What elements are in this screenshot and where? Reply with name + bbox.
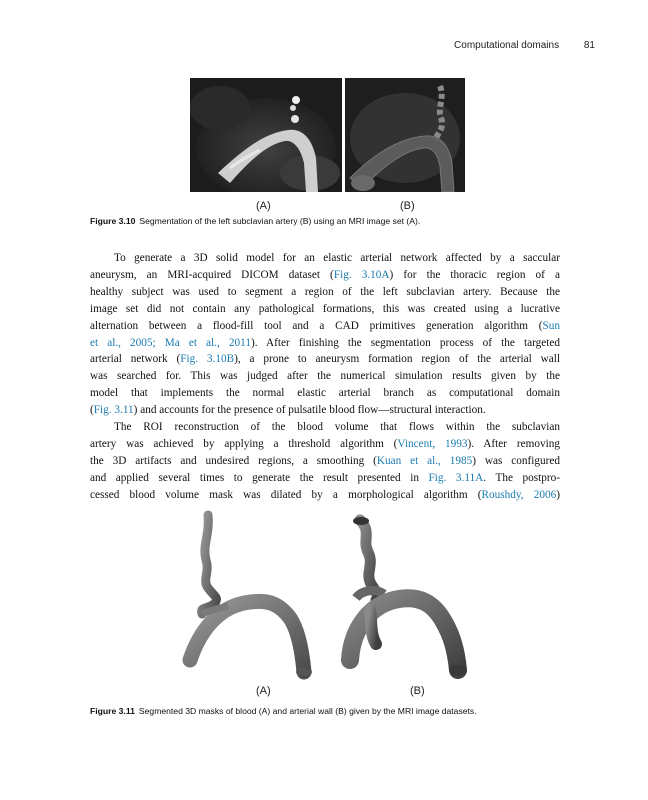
text-line <box>90 453 560 470</box>
text-line: was searched for. This was judged after the numerical simulation results given by the <box>90 370 560 383</box>
link-kuan-1985[interactable]: Kuan et al., 1985 <box>376 454 473 467</box>
text-line <box>90 487 560 504</box>
page-number: 81 <box>583 40 595 51</box>
text-line: The ROI reconstruction of the blood volume that flows within the subclavian <box>114 421 560 434</box>
text-run: arterial network ( <box>90 353 181 366</box>
text-run: the 3D artifacts and undesired regions, a smoothing ( <box>90 454 377 467</box>
text-run: ) was configured <box>472 454 560 467</box>
link-sun-2005[interactable]: Sun <box>542 319 560 332</box>
running-header-section: Computational domains <box>454 40 560 51</box>
link-fig-3-11[interactable]: Fig. 3.11 <box>93 404 134 417</box>
figure-3-10-caption-label: Figure 3.10 <box>90 216 136 226</box>
figure-3-10-caption-text: Segmentation of the left subclavian artery (B) using an MRI image set (A). <box>139 216 421 226</box>
text-line: model that implements the normal elastic arterial branch as computational domain <box>90 387 560 400</box>
text-run: ) for the thoracic region of a <box>389 268 560 281</box>
text-run: and applied several times to generate the result presented in <box>90 471 429 484</box>
text-run: ) and accounts for the presence of pulsatile blood flow—structural interaction. <box>133 404 486 417</box>
text-run: ). After removing <box>467 437 560 450</box>
figure-3-11-label-a: (A) <box>256 685 271 697</box>
figure-3-11 <box>180 510 480 680</box>
text-run: ). After finishing the segmentation process of the targeted <box>250 336 560 349</box>
figure-3-10-label-a: (A) <box>256 200 271 212</box>
text-line: image set did not contain any pathological formations, this was created using a lucrative <box>90 302 560 315</box>
text-run: ( <box>90 404 94 417</box>
text-run: ) <box>556 488 560 501</box>
paragraph-2 <box>90 419 560 504</box>
mri-image-a <box>190 78 342 192</box>
figure-3-11-caption-label: Figure 3.11 <box>90 706 135 716</box>
arterial-wall-model <box>350 517 467 675</box>
text-line <box>90 318 560 335</box>
blood-volume-model <box>190 515 312 676</box>
text-line <box>90 267 560 284</box>
link-fig-3-10a[interactable]: Fig. 3.10A <box>333 268 390 281</box>
text-line: To generate a 3D solid model for an elastic arterial network affected by a saccular <box>114 252 560 264</box>
link-fig-3-11a[interactable]: Fig. 3.11A <box>428 471 484 484</box>
mri-image-b <box>345 78 465 192</box>
figure-3-10 <box>190 78 462 192</box>
text-run: . The postpro- <box>483 471 560 484</box>
text-line <box>90 436 560 453</box>
text-line: healthy subject was used to segment a region of the left subclavian artery. Because the <box>90 285 560 298</box>
artery-3d-models <box>180 510 480 680</box>
figure-3-11-caption <box>90 706 477 716</box>
link-ma-2011[interactable]: et al., 2005; Ma et al., 2011 <box>90 336 251 349</box>
link-vincent-1993[interactable]: Vincent, 1993 <box>397 437 468 450</box>
text-run: alternation between a flood-fill tool and a CAD primitives generation algorithm ( <box>90 319 543 332</box>
link-fig-3-10b[interactable]: Fig. 3.10B <box>180 353 235 366</box>
text-run: aneurysm, an MRI-acquired DICOM dataset ( <box>90 268 334 281</box>
figure-3-10-caption <box>90 216 420 226</box>
figure-3-11-caption-text: Segmented 3D masks of blood (A) and arterial wall (B) given by the MRI image datasets. <box>138 706 477 716</box>
text-line <box>90 470 560 487</box>
text-run: cessed blood volume mask was dilated by a morphological algorithm ( <box>90 488 482 501</box>
running-header <box>454 40 595 51</box>
text-line <box>90 335 560 352</box>
text-run: artery was achieved by applying a threshold algorithm ( <box>90 437 398 450</box>
figure-3-10-label-b: (B) <box>400 200 415 212</box>
figure-3-11-label-b: (B) <box>410 685 425 697</box>
text-line <box>90 351 560 368</box>
body-text <box>90 250 560 504</box>
text-run: ), a prone to aneurysm formation region of the arterial wall <box>234 353 560 366</box>
paragraph-1 <box>90 250 560 419</box>
segmented-mri-image <box>345 78 465 192</box>
text-line <box>90 402 560 419</box>
link-roushdy-2006[interactable]: Roushdy, 2006 <box>481 488 557 501</box>
mri-slice-image <box>190 78 342 192</box>
